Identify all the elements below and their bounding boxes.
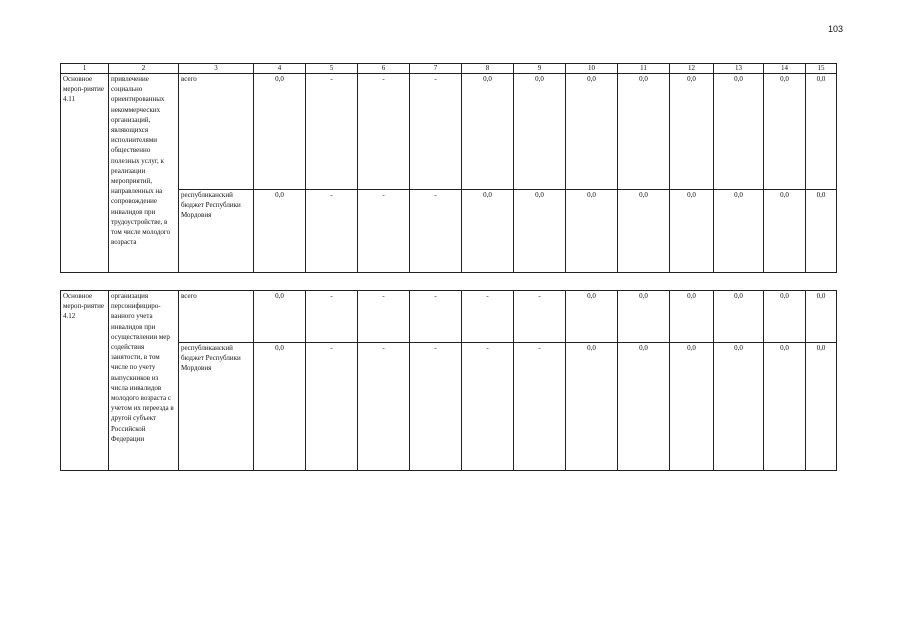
value-cell: 0,0 bbox=[714, 190, 764, 273]
value-cell: - bbox=[410, 190, 462, 273]
budget-table bbox=[60, 63, 837, 471]
funding-source: республиканский бюджет Республики Мордовия bbox=[179, 343, 254, 471]
value-cell: 0,0 bbox=[254, 74, 306, 190]
value-cell: 0,0 bbox=[566, 291, 618, 343]
measure-description: привлечение социально ориентированных некоммерческих организаций, являющихся исполнителями общественно полезных услуг, к реализации мероприятий, направленных на сопровождение инвалидов при трудоустройстве, в том числе молодого возраста bbox=[109, 74, 179, 273]
value-cell: - bbox=[462, 291, 514, 343]
value-cell: 0,0 bbox=[806, 343, 837, 471]
value-cell: 0,0 bbox=[764, 343, 806, 471]
column-header: 11 bbox=[618, 64, 670, 74]
column-header: 9 bbox=[514, 64, 566, 74]
value-cell: - bbox=[410, 74, 462, 190]
value-cell: 0,0 bbox=[254, 343, 306, 471]
value-cell: 0,0 bbox=[566, 190, 618, 273]
value-cell: 0,0 bbox=[764, 190, 806, 273]
value-cell: - bbox=[514, 343, 566, 471]
value-cell: 0,0 bbox=[806, 291, 837, 343]
value-cell: - bbox=[358, 190, 410, 273]
column-header: 3 bbox=[179, 64, 254, 74]
measure-code: Основное мероп-риятие 4.12 bbox=[61, 291, 109, 471]
table-row bbox=[61, 74, 837, 190]
funding-source: всего bbox=[179, 291, 254, 343]
value-cell: 0,0 bbox=[254, 190, 306, 273]
value-cell: 0,0 bbox=[714, 343, 764, 471]
value-cell: - bbox=[306, 74, 358, 190]
value-cell: 0,0 bbox=[714, 291, 764, 343]
value-cell: - bbox=[410, 291, 462, 343]
column-header: 8 bbox=[462, 64, 514, 74]
value-cell: 0,0 bbox=[618, 190, 670, 273]
column-header: 13 bbox=[714, 64, 764, 74]
value-cell: 0,0 bbox=[618, 74, 670, 190]
value-cell: 0,0 bbox=[618, 343, 670, 471]
measure-description: организация персонифициро-ванного учета инвалидов при осуществлении мер содействия занятости, в том числе по учету выпускников из числа инвалидов молодого возраста с учетом их переезда в другой субъект Российской Федерации bbox=[109, 291, 179, 471]
value-cell: 0,0 bbox=[566, 343, 618, 471]
column-header: 12 bbox=[670, 64, 714, 74]
value-cell: 0,0 bbox=[566, 74, 618, 190]
value-cell: - bbox=[358, 74, 410, 190]
column-header: 4 bbox=[254, 64, 306, 74]
value-cell: - bbox=[410, 343, 462, 471]
value-cell: - bbox=[514, 291, 566, 343]
funding-source: всего bbox=[179, 74, 254, 190]
value-cell: 0,0 bbox=[764, 74, 806, 190]
value-cell: 0,0 bbox=[514, 74, 566, 190]
funding-source: республиканский бюджет Республики Мордовия bbox=[179, 190, 254, 273]
value-cell: - bbox=[462, 343, 514, 471]
column-header: 6 bbox=[358, 64, 410, 74]
value-cell: 0,0 bbox=[806, 190, 837, 273]
value-cell: 0,0 bbox=[806, 74, 837, 190]
value-cell: 0,0 bbox=[670, 343, 714, 471]
value-cell: - bbox=[306, 343, 358, 471]
value-cell: - bbox=[306, 291, 358, 343]
value-cell: 0,0 bbox=[714, 74, 764, 190]
page-number: 103 bbox=[828, 24, 844, 34]
column-header: 5 bbox=[306, 64, 358, 74]
value-cell: - bbox=[358, 343, 410, 471]
column-header: 7 bbox=[410, 64, 462, 74]
measure-code: Основное мероп-риятие 4.11 bbox=[61, 74, 109, 273]
column-header: 2 bbox=[109, 64, 179, 74]
column-header: 10 bbox=[566, 64, 618, 74]
value-cell: 0,0 bbox=[764, 291, 806, 343]
column-header: 14 bbox=[764, 64, 806, 74]
value-cell: 0,0 bbox=[462, 190, 514, 273]
header-row bbox=[61, 64, 837, 74]
value-cell: 0,0 bbox=[670, 190, 714, 273]
value-cell: 0,0 bbox=[462, 74, 514, 190]
value-cell: 0,0 bbox=[670, 74, 714, 190]
value-cell: - bbox=[306, 190, 358, 273]
value-cell: 0,0 bbox=[618, 291, 670, 343]
table-row bbox=[61, 291, 837, 343]
column-header: 1 bbox=[61, 64, 109, 74]
value-cell: 0,0 bbox=[514, 190, 566, 273]
value-cell: 0,0 bbox=[254, 291, 306, 343]
value-cell: 0,0 bbox=[670, 291, 714, 343]
spacer-row bbox=[61, 273, 837, 291]
column-header: 15 bbox=[806, 64, 837, 74]
value-cell: - bbox=[358, 291, 410, 343]
